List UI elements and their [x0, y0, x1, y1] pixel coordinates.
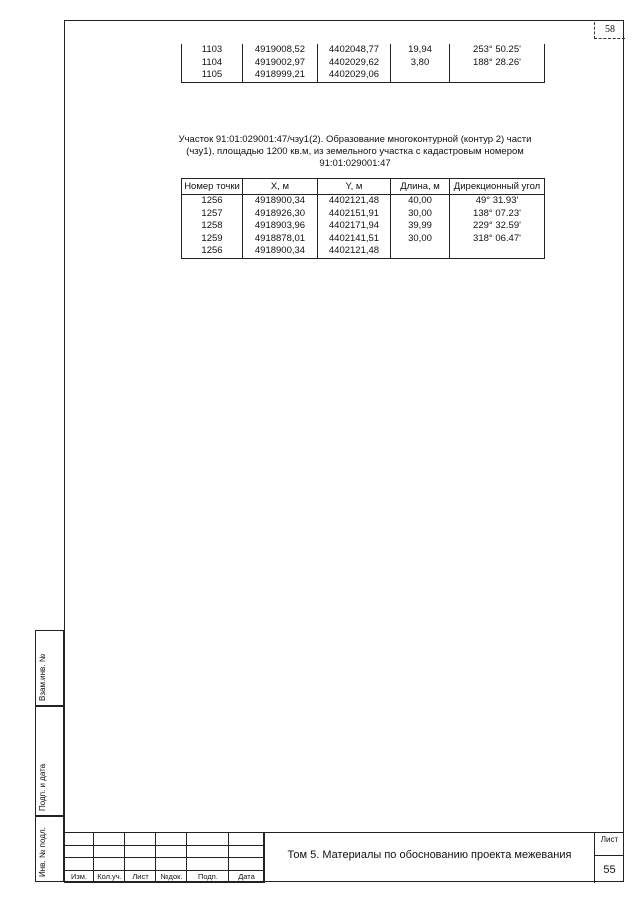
table-cell: 4918903,96 [243, 220, 318, 233]
revision-grid [64, 833, 264, 883]
table-cell: 253° 50.25' [450, 44, 545, 57]
table-cell: 188° 28.26' [450, 57, 545, 70]
table-header-cell: X, м [243, 179, 318, 195]
side-box-replacement [35, 630, 64, 706]
side-label-inventory: Инв. № подл. [38, 827, 47, 877]
table-cell: 1259 [182, 233, 243, 246]
table-cell: 39,99 [391, 220, 450, 233]
stamp-column-label: Лист [132, 872, 149, 881]
table-cell: 4919008,52 [243, 44, 318, 57]
table-cell: 138° 07.23' [450, 208, 545, 221]
table-cell: 1257 [182, 208, 243, 221]
stamp-column-label: Дата [238, 872, 255, 881]
table-cell: 4918926,30 [243, 208, 318, 221]
table-cell: 4402048,77 [318, 44, 391, 57]
table-row [182, 220, 545, 233]
stamp-column-label: Кол.уч. [97, 872, 122, 881]
table-cell: 4402029,06 [318, 69, 391, 82]
table-cell: 1256 [182, 195, 243, 208]
table-cell [391, 69, 450, 82]
table-header-cell: Дирекционный угол [450, 179, 545, 195]
table-row [182, 208, 545, 221]
table-cell: 4918999,21 [243, 69, 318, 82]
table-cell: 19,94 [391, 44, 450, 57]
table-cell: 4918900,34 [243, 195, 318, 208]
table-cell: 49° 31.93' [450, 195, 545, 208]
table-cell: 1103 [182, 44, 243, 57]
side-box-signature [35, 706, 64, 816]
coordinates-table-2 [181, 178, 545, 259]
table-cell: 4402121,48 [318, 245, 391, 258]
parcel-caption: Участок 91:01:029001:47/чзу1(2). Образование многоконтурной (контур 2) части (чзу1), площадью 1200 кв.м, из земельного участка с кадастровым номером 91:01:029001:47 [178, 134, 532, 169]
table-row [182, 69, 545, 82]
stamp-column-label: №док. [160, 872, 183, 881]
sheet-label: Лист [600, 835, 619, 844]
table-cell [450, 245, 545, 258]
table-row [182, 245, 545, 258]
coordinates-table-1 [181, 44, 545, 83]
table-cell: 4402141,51 [318, 233, 391, 246]
top-sheet-number: 58 [594, 22, 625, 39]
sheet-box [594, 833, 624, 883]
table-cell: 40,00 [391, 195, 450, 208]
table-cell: 1258 [182, 220, 243, 233]
table-cell: 4402151,91 [318, 208, 391, 221]
side-box-inventory [35, 816, 64, 882]
side-label-signature: Подп. и дата [38, 763, 47, 811]
table-cell: 229° 32.59' [450, 220, 545, 233]
table-cell [391, 245, 450, 258]
table-cell: 1105 [182, 69, 243, 82]
table-cell: 1256 [182, 245, 243, 258]
table-cell: 4402121,48 [318, 195, 391, 208]
table-row [182, 57, 545, 70]
table-cell: 4919002,97 [243, 57, 318, 70]
table-cell [450, 69, 545, 82]
sheet-number: 55 [603, 864, 616, 876]
table-cell: 30,00 [391, 233, 450, 246]
table-cell: 1104 [182, 57, 243, 70]
side-label-replacement: Взам.инв. № [38, 653, 47, 701]
document-title: Том 5. Материалы по обоснованию проекта межевания [264, 833, 594, 883]
table-header-cell: Y, м [318, 179, 391, 195]
table-cell: 4918900,34 [243, 245, 318, 258]
stamp-column-label: Изм. [70, 872, 88, 881]
table-row [182, 195, 545, 208]
table-cell: 4402171,94 [318, 220, 391, 233]
stamp-column-label: Подп. [198, 872, 218, 881]
table-cell: 4402029,62 [318, 57, 391, 70]
table-cell: 30,00 [391, 208, 450, 221]
table-cell: 4918878,01 [243, 233, 318, 246]
title-block [64, 832, 624, 882]
table-cell: 3,80 [391, 57, 450, 70]
table-header-cell: Номер точки [182, 179, 243, 195]
table-row [182, 233, 545, 246]
table-header-cell: Длина, м [391, 179, 450, 195]
table-row [182, 44, 545, 57]
table-cell: 318° 06.47' [450, 233, 545, 246]
